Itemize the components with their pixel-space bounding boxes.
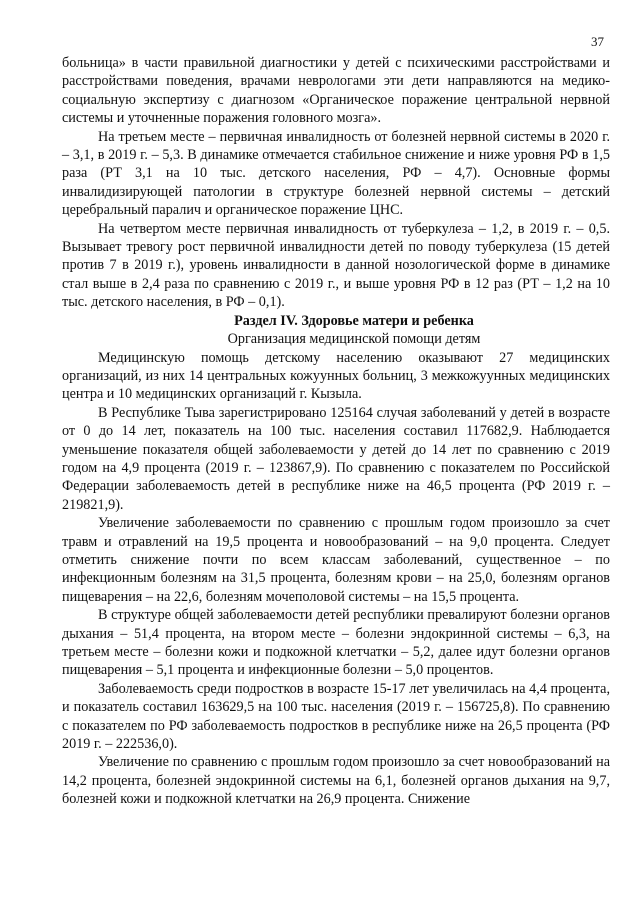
subsection-heading: Организация медицинской помощи детям — [227, 331, 481, 348]
paragraph: В Республике Тыва зарегистрировано 125164 случая заболеваний у детей в возрасте от 0 до 14 лет, показатель на 100 тыс. населения составил 117682,9. Наблюдается уменьшение показателя общей заболеваемости у детей до 14 лет по сравнению с 2019 годом на 4,9 процента (2019 г. – 123867,9). По сравнению с показателем по Российской Федерации заболеваемость детей в республике ниже на 46,5 процента (РФ 2019 г. – 219821,9). — [62, 404, 610, 513]
section-heading: Раздел IV. Здоровье матери и ребенка — [234, 312, 474, 329]
paragraph: В структуре общей заболеваемости детей республики превалируют болезни органов дыхания – 51,4 процента, на втором месте – болезни эндокринной системы – 6,3, на третьем месте – болезни кожи и подкожной клетчатки – 5,2, далее идут болезни органов пищеварения – 5,1 процента и инфекционные болезни – 5,0 процентов. — [62, 607, 610, 679]
paragraph: Медицинскую помощь детскому населению оказывают 27 медицинских организаций, из них 14 центральных кожуунных больниц, 3 межкожуунных медицинских центра и 10 медицинских организаций г. Кызыла. — [62, 349, 610, 403]
paragraph: Увеличение по сравнению с прошлым годом произошло за счет новообразований на 14,2 процента, болезней эндокринной системы на 6,1, болезней органов дыхания на 9,7, болезней кожи и подкожной клетчатки на 26,9 процента. Снижение — [62, 754, 610, 808]
paragraph-continued: больница» в части правильной диагностики у детей с психическими расстройствами и расстройствами поведения, врачами неврологами эти дети направляются на медико-социальную экспертизу с диагнозом «Органическое поражение центральной нервной системы и уточненные поражения головного мозга». — [62, 55, 610, 127]
paragraph: Увеличение заболеваемости по сравнению с прошлым годом произошло за счет травм и отравлений на 19,5 процента и новообразований – на 9,0 процента. Следует отметить снижение почти по всем классам заболеваний, существенное – по инфекционным болезням на 31,5 процента, болезням крови – на 25,0, болезням органов пищеварения – на 22,6, болезням мочеполовой системы – на 15,5 процента. — [62, 515, 610, 605]
paragraph: Заболеваемость среди подростков в возрасте 15-17 лет увеличилась на 4,4 процента, и показатель составил 163629,5 на 100 тыс. населения (2019 г. – 156725,8). По сравнению с показателем по РФ заболеваемость подростков в республике ниже на 26,5 процента (РФ 2019 г. – 222536,0). — [62, 680, 610, 753]
document-body — [62, 54, 610, 809]
paragraph: На четвертом месте первичная инвалидность от туберкулеза – 1,2, в 2019 г. – 0,5. Вызывает тревогу рост первичной инвалидности детей по поводу туберкулеза (15 детей против 7 в 2019 г.), уровень инвалидности в данной нозологической форме в динамике стал выше в 2,4 раза по сравнению с 2019 г., и выше уровня РФ в 12 раз (РТ – 1,2 на 10 тыс. детского населения, в РФ – 0,1). — [62, 220, 610, 311]
page-number: 37 — [591, 34, 604, 49]
paragraph: На третьем месте – первичная инвалидность от болезней нервной системы в 2020 г. – 3,1, в 2019 г. – 5,3. В динамике отмечается стабильное снижение и ниже уровня РФ в 1,5 раза (РТ 3,1 на 10 тыс. детского населения, РФ – 4,7). Основные формы инвалидизирующей патологии в структуре болезней нервной системы – детский церебральный паралич и органическое поражение ЦНС. — [62, 128, 610, 219]
